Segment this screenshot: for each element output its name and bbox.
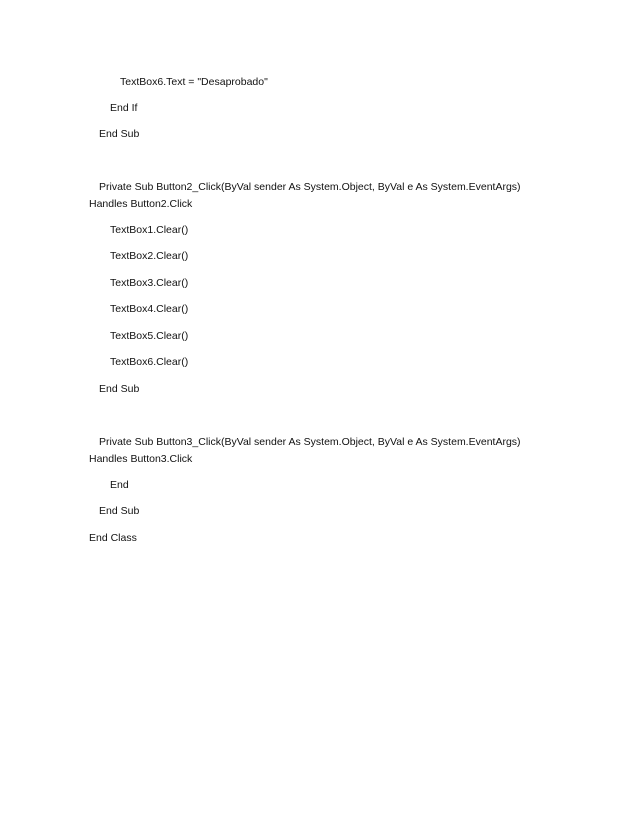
code-line: End Sub xyxy=(99,128,140,140)
code-line: End Sub xyxy=(99,383,140,395)
code-line: TextBox2.Clear() xyxy=(110,250,189,262)
code-line: Private Sub Button2_Click(ByVal sender As System.Object, ByVal e As System.EventArgs) xyxy=(99,181,521,193)
code-line: TextBox6.Text = "Desaprobado" xyxy=(120,76,268,88)
code-line: TextBox3.Clear() xyxy=(110,277,189,289)
code-line: TextBox6.Clear() xyxy=(110,356,189,368)
code-line: TextBox5.Clear() xyxy=(110,330,189,342)
code-line: End Class xyxy=(89,532,137,544)
code-line: Handles Button3.Click xyxy=(89,453,193,465)
code-line: Private Sub Button3_Click(ByVal sender As System.Object, ByVal e As System.EventArgs) xyxy=(99,436,521,448)
code-line: End xyxy=(110,479,129,491)
code-line: End Sub xyxy=(99,505,140,517)
code-line: End If xyxy=(110,102,138,114)
code-line: TextBox4.Clear() xyxy=(110,303,189,315)
code-line: TextBox1.Clear() xyxy=(110,224,189,236)
code-line: Handles Button2.Click xyxy=(89,198,193,210)
